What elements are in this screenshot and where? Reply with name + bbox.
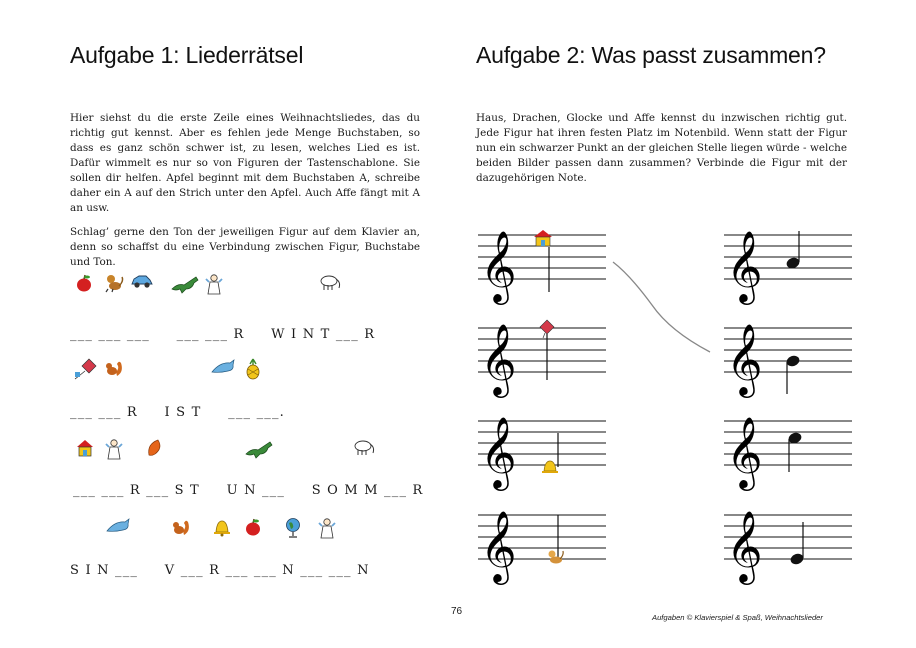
right-staff-1 xyxy=(724,229,852,305)
kite-icon xyxy=(73,358,99,380)
treble-clef-icon: 𝄞 xyxy=(480,509,517,582)
squirrel-icon xyxy=(103,358,125,378)
dragon-icon xyxy=(170,273,200,295)
figure-row-4 xyxy=(0,517,420,539)
apple-icon xyxy=(244,517,262,537)
page-number: 76 xyxy=(451,606,463,617)
elephant-icon xyxy=(318,273,342,291)
left-staff-3 xyxy=(478,415,606,491)
right-instructions xyxy=(476,111,847,195)
treble-clef-icon: 𝄞 xyxy=(726,415,763,488)
house-icon xyxy=(75,438,95,458)
right-staff-3 xyxy=(724,415,852,491)
right-staff-4 xyxy=(724,509,852,585)
monkey-icon xyxy=(549,551,564,564)
treble-clef-icon: 𝄞 xyxy=(726,322,763,395)
treble-clef-icon: 𝄞 xyxy=(726,229,763,302)
left-paragraph-2: Schlag’ gerne den Ton der jeweiligen Figur auf dem Klavier an, denn so schaffst du eine Verbindung zwischen Figur, Buchstabe und Ton. xyxy=(70,226,420,268)
staves-area xyxy=(470,205,860,595)
leaf-icon xyxy=(146,438,164,458)
pineapple-icon xyxy=(244,358,262,380)
figure-row-3 xyxy=(0,438,420,460)
monkey-icon xyxy=(103,273,125,293)
answer-row-4: S I N ___ V ___ R ___ ___ N ___ ___ N xyxy=(70,563,370,578)
left-title: Aufgabe 1: Liederrätsel xyxy=(70,42,304,68)
right-staff-2 xyxy=(724,322,852,398)
treble-clef-icon: 𝄞 xyxy=(480,415,517,488)
left-staff-1 xyxy=(478,229,606,305)
squirrel-icon xyxy=(170,517,192,537)
dolphin-icon xyxy=(210,358,236,378)
answer-row-2: ___ ___ R I S T ___ ___. xyxy=(70,405,286,420)
right-title: Aufgabe 2: Was passt zusammen? xyxy=(476,42,826,68)
figure-row-1 xyxy=(0,273,420,295)
angel-icon xyxy=(105,438,123,460)
answer-row-3: ___ ___ R ___ S T U N ___ S O M M ___ R xyxy=(73,483,424,498)
dolphin-icon xyxy=(105,517,131,537)
treble-clef-icon: 𝄞 xyxy=(726,509,763,582)
left-staff-2 xyxy=(478,320,606,398)
globe-icon xyxy=(284,517,302,539)
left-paragraph-1: Hier siehst du die erste Zeile eines Weihnachtsliedes, das du richtig gut kennst. Aber es fehlen jede Menge Buchstaben, so dass es ganz schön schwer ist, zu lesen, welches Lied es ist. Dafür wimmelt es nur so von Figuren der Tastenschablone. Sie sollen dir helfen. Apfel beginnt mit dem Buchstaben A, schreibe daher ein A auf den Strich unter den Apfel. Auch Affe fängt mit A an usw. xyxy=(70,112,420,214)
car-icon xyxy=(130,273,154,289)
bell-icon xyxy=(542,461,558,473)
figure-row-2 xyxy=(0,358,420,380)
apple-icon xyxy=(75,273,93,293)
treble-clef-icon: 𝄞 xyxy=(480,322,517,395)
bell-icon xyxy=(212,517,232,537)
answer-row-1: ___ ___ ___ ___ ___ R W I N T ___ R xyxy=(70,327,376,342)
connection-line xyxy=(613,262,710,352)
house-icon xyxy=(534,230,552,246)
elephant-icon xyxy=(352,438,376,456)
right-paragraph: Haus, Drachen, Glocke und Affe kennst du inzwischen richtig gut. Jede Figur hat ihren festen Platz im Notenbild. Wenn statt der Figur nun ein schwarzer Punkt an der gleichen Stelle liegen würde - welche beiden Bilder passen dann zusammen? Verbinde die Figur mit der dazugehörigen Note. xyxy=(476,112,847,184)
left-instructions xyxy=(70,111,420,279)
left-staff-4 xyxy=(478,509,606,585)
angel-icon xyxy=(205,273,223,295)
angel-icon xyxy=(318,517,336,539)
dragon-icon xyxy=(244,438,274,460)
footer-credit: Aufgaben © Klavierspiel & Spaß, Weihnachtslieder xyxy=(652,613,823,622)
treble-clef-icon: 𝄞 xyxy=(480,229,517,302)
